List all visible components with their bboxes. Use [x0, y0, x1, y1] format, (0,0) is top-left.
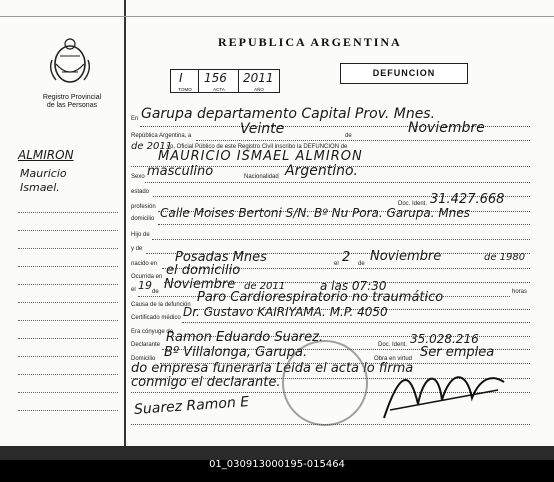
obra-line-2: do empresa funeraria Leida el acta lo firma — [131, 361, 414, 376]
ocurrida-value: el domicilio — [166, 263, 241, 278]
left-blank-line — [18, 320, 118, 321]
left-blank-line — [18, 392, 118, 393]
doc-label: Doc. Ident. — [398, 201, 428, 207]
domicilio-value: Calle Moises Bertoni S/N. Bº Nu Pora. Garupa. Mnes — [160, 206, 470, 220]
nacido-month: Noviembre — [370, 249, 442, 264]
signature-line — [131, 424, 530, 425]
nacionalidad-value: Argentino. — [285, 163, 358, 179]
acta-label: ACTA — [213, 87, 225, 92]
left-blank-line — [18, 284, 118, 285]
el19-month: Noviembre — [164, 277, 236, 292]
top-border — [0, 16, 554, 17]
registry-line-1: Registro Provincial — [42, 94, 102, 101]
acta-value: 156 — [204, 71, 227, 85]
nacido-day: 2 — [342, 250, 351, 265]
official-signature-icon — [380, 360, 510, 424]
tomo-box — [170, 69, 200, 93]
declarante-label: Declarante — [131, 342, 161, 348]
left-blank-line — [18, 230, 118, 231]
nacido-label: nacido en — [131, 261, 158, 267]
horas-label: horas — [512, 289, 528, 295]
acta-box — [198, 69, 240, 93]
declarante-value: Ramon Eduardo Suarez. — [166, 330, 324, 345]
left-surname: ALMIRON — [18, 148, 74, 162]
month-value: Noviembre — [408, 120, 485, 136]
official-stamp — [282, 340, 368, 426]
certificado-line — [182, 322, 530, 323]
coat-of-arms-icon — [46, 36, 94, 88]
left-blank-line — [18, 212, 118, 213]
left-blank-line — [18, 356, 118, 357]
left-blank-line — [18, 374, 118, 375]
tomo-value: I — [179, 71, 183, 85]
document-title: REPUBLICA ARGENTINA — [218, 35, 402, 49]
declarant-signature: Suarez Ramon E — [133, 394, 250, 418]
file-caption: 01_030913000195-015464 — [209, 459, 345, 470]
officer-text: yo, Oficial Público de este Registro Civil inscribo la DEFUNCION de — [167, 144, 348, 150]
left-blank-line — [18, 410, 118, 411]
sexo-label: Sexo — [131, 174, 145, 180]
place-prefix-label: En — [131, 116, 139, 122]
domicilio-line — [158, 224, 530, 225]
date-line — [196, 140, 530, 141]
nacido-de-label: de — [358, 261, 365, 267]
nacido-year: de 1980 — [484, 252, 526, 263]
obra-line-3: conmigo el declarante. — [131, 375, 281, 390]
yde-label: y de — [131, 246, 143, 252]
domicilio-label: domicilio — [131, 216, 155, 222]
hijo-line — [152, 239, 530, 240]
hijo-label: Hijo de — [131, 232, 150, 238]
declarante-doc-value: 35.028.216 — [410, 332, 479, 346]
left-blank-line — [18, 302, 118, 303]
ocurrida-label: Ocurrida en — [131, 274, 163, 280]
obra-label: Obra en virtud — [374, 356, 413, 362]
column-divider — [124, 0, 126, 446]
left-given-name-2: Ismael. — [20, 181, 60, 194]
left-blank-line — [18, 266, 118, 267]
day-value: Veinte — [240, 121, 285, 137]
republic-label: República Argentina, a — [131, 133, 192, 139]
left-blank-line — [18, 248, 118, 249]
estado-label: estado — [131, 189, 150, 195]
de-label: de — [345, 133, 352, 139]
obra-value: Ser emplea — [420, 345, 495, 360]
doc-value: 31.427.668 — [430, 192, 505, 207]
year-value: de 2011 — [131, 141, 173, 152]
registry-label — [20, 94, 124, 110]
el19-de-label: de — [152, 289, 159, 295]
nacido-el-label: el — [334, 261, 339, 267]
caption-bar-strip — [0, 446, 554, 460]
domicilio2-value: Bº Villalonga, Garupa. — [164, 345, 308, 360]
sexo-value: masculino — [147, 164, 214, 179]
left-given-name-1: Mauricio — [20, 167, 67, 180]
tomo-label: TOMO — [178, 87, 192, 92]
declarante-doc-label: Doc. Ident. — [378, 342, 408, 348]
left-blank-line — [18, 338, 118, 339]
el19-year: de 2011 — [244, 281, 286, 292]
el19-label: el — [131, 287, 136, 293]
sexo-line — [145, 182, 530, 183]
nacionalidad-label: Nacionalidad — [244, 174, 279, 180]
domicilio2-label: Domicilio — [131, 356, 156, 362]
ano-box — [238, 69, 280, 93]
deceased-name: MAURICIO ISMAEL ALMIRON — [158, 149, 363, 164]
nacido-value: Posadas Mnes — [175, 250, 267, 265]
registry-line-2: de las Personas — [46, 102, 98, 109]
place-value: Garupa departamento Capital Prov. Mnes. — [141, 106, 436, 122]
causa-value: Paro Cardiorespiratorio no traumático — [197, 290, 444, 305]
causa-label: Causa de la defunción — [131, 302, 191, 308]
el19-value: 19 — [138, 279, 152, 292]
ano-value: 2011 — [243, 71, 274, 85]
conyuge-label: Era cónyuge de — [131, 329, 174, 335]
certificado-value: Dr. Gustavo KAIRIYAMA. M.P. 4050 — [183, 305, 388, 319]
document-type-badge: DEFUNCION — [340, 63, 468, 84]
certificado-label: Certificado médico — [131, 315, 181, 321]
hora-value: a las 07:30 — [320, 279, 387, 293]
ano-label: AÑO — [254, 87, 264, 92]
profesion-label: profesión — [131, 204, 156, 210]
